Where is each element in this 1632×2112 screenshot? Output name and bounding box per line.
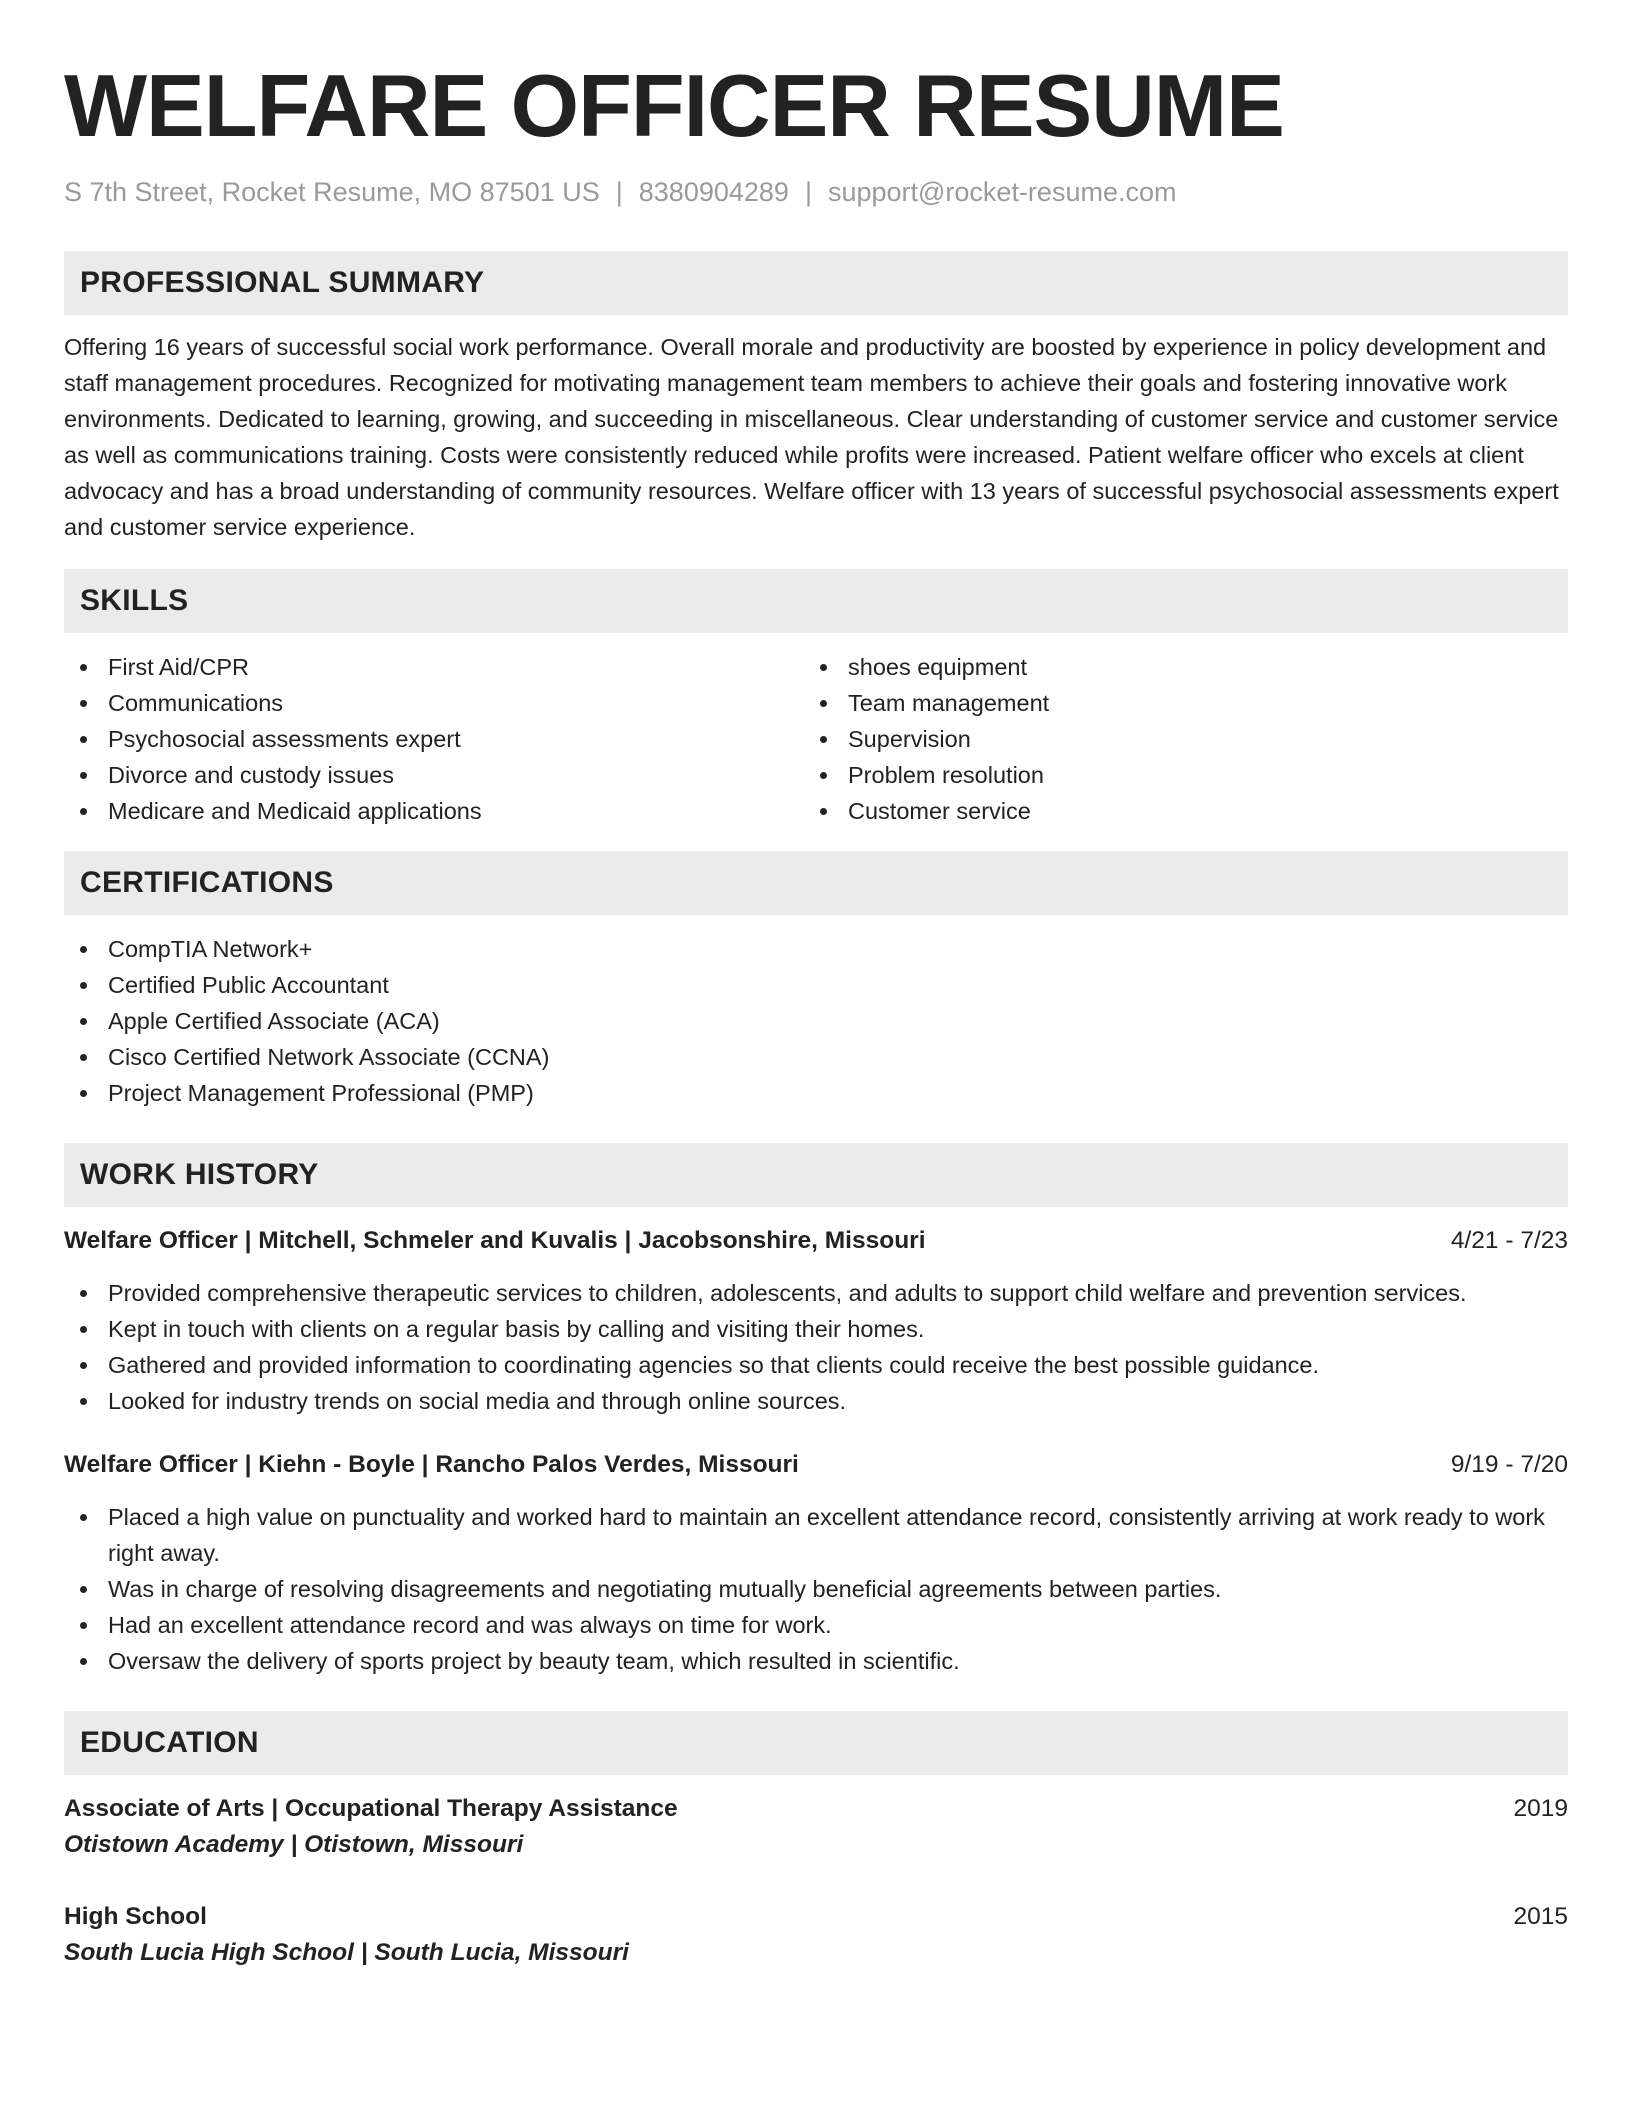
skills-list-right	[804, 649, 1544, 829]
education-year: 2015	[1513, 1903, 1568, 1930]
education-school: Otistown Academy | Otistown, Missouri	[64, 1831, 524, 1858]
job-bullet: Was in charge of resolving disagreements and negotiating mutually beneficial agreements between parties.	[64, 1571, 1568, 1607]
skill-item: Team management	[804, 685, 1544, 721]
contact-email: support@rocket-resume.com	[827, 177, 1177, 207]
education-school: South Lucia High School | South Lucia, Missouri	[64, 1939, 629, 1966]
certification-item: Apple Certified Associate (ACA)	[64, 1003, 1568, 1039]
page-title: WELFARE OFFICER RESUME	[64, 56, 1284, 155]
job-bullet: Placed a high value on punctuality and worked hard to maintain an excellent attendance record, consistently arriving at work ready to work right away.	[64, 1499, 1568, 1571]
section-header-summary: PROFESSIONAL SUMMARY	[64, 251, 1568, 315]
job-bullets	[64, 1275, 1568, 1419]
job-title: Welfare Officer | Kiehn - Boyle | Rancho Palos Verdes, Missouri	[64, 1451, 799, 1478]
education-header	[64, 1899, 1568, 1935]
job-bullet: Oversaw the delivery of sports project by beauty team, which resulted in scientific.	[64, 1643, 1568, 1679]
certification-item: Project Management Professional (PMP)	[64, 1075, 1568, 1111]
job-header	[64, 1223, 1568, 1259]
contact-phone: 8380904289	[638, 177, 789, 207]
education-section	[64, 1711, 1568, 1971]
contact-line	[64, 174, 1568, 210]
contact-address: S 7th Street, Rocket Resume, MO 87501 US	[64, 177, 600, 207]
summary-text: Offering 16 years of successful social work performance. Overall morale and productivity are boosted by experience in policy development and staff management procedures. Recognized for motivating management team members to achieve their goals and fostering innovative work environments. Dedicated to learning, growing, and succeeding in miscellaneous. Clear understanding of customer service and customer service as well as communications training. Costs were consistently reduced while profits were increased. Patient welfare officer who excels at client advocacy and has a broad understanding of community resources. Welfare officer with 13 years of successful psychosocial assessments expert and customer service experience.	[64, 334, 1559, 540]
skill-item: Customer service	[804, 793, 1544, 829]
section-header-certifications: CERTIFICATIONS	[64, 851, 1568, 915]
summary-section	[64, 251, 1568, 545]
job-bullet: Gathered and provided information to coordinating agencies so that clients could receive the best possible guidance.	[64, 1347, 1568, 1383]
education-year: 2019	[1513, 1795, 1568, 1822]
job-entry	[64, 1223, 1568, 1419]
education-degree: Associate of Arts | Occupational Therapy Assistance	[64, 1795, 678, 1822]
skill-item: shoes equipment	[804, 649, 1544, 685]
skill-item: Medicare and Medicaid applications	[64, 793, 804, 829]
skills-grid	[64, 649, 1568, 829]
certification-item: CompTIA Network+	[64, 931, 1568, 967]
job-bullet: Kept in touch with clients on a regular basis by calling and visiting their homes.	[64, 1311, 1568, 1347]
job-header	[64, 1447, 1568, 1483]
skill-item: Psychosocial assessments expert	[64, 721, 804, 757]
job-dates: 9/19 - 7/20	[1450, 1451, 1568, 1478]
certification-item: Cisco Certified Network Associate (CCNA)	[64, 1039, 1568, 1075]
job-bullets	[64, 1499, 1568, 1679]
skill-item: Communications	[64, 685, 804, 721]
skill-item: Problem resolution	[804, 757, 1544, 793]
skills-list-left	[64, 649, 804, 829]
education-header	[64, 1791, 1568, 1827]
certifications-section	[64, 851, 1568, 1111]
skill-item: First Aid/CPR	[64, 649, 804, 685]
certification-item: Certified Public Accountant	[64, 967, 1568, 1003]
certifications-list	[64, 931, 1568, 1111]
work-history-section	[64, 1143, 1568, 1679]
contact-separator: |	[615, 177, 623, 207]
skill-item: Supervision	[804, 721, 1544, 757]
job-dates: 4/21 - 7/23	[1450, 1227, 1568, 1254]
section-header-skills: SKILLS	[64, 569, 1568, 633]
education-entry	[64, 1899, 1568, 1971]
job-bullet: Looked for industry trends on social media and through online sources.	[64, 1383, 1568, 1419]
section-header-education: EDUCATION	[64, 1711, 1568, 1775]
education-degree: High School	[64, 1903, 207, 1930]
contact-separator: |	[804, 177, 812, 207]
skills-section	[64, 569, 1568, 829]
skill-item: Divorce and custody issues	[64, 757, 804, 793]
job-title: Welfare Officer | Mitchell, Schmeler and Kuvalis | Jacobsonshire, Missouri	[64, 1227, 926, 1254]
job-entry	[64, 1447, 1568, 1679]
job-bullet: Provided comprehensive therapeutic services to children, adolescents, and adults to support child welfare and prevention services.	[64, 1275, 1568, 1311]
education-entry	[64, 1791, 1568, 1863]
job-bullet: Had an excellent attendance record and was always on time for work.	[64, 1607, 1568, 1643]
section-header-work-history: WORK HISTORY	[64, 1143, 1568, 1207]
